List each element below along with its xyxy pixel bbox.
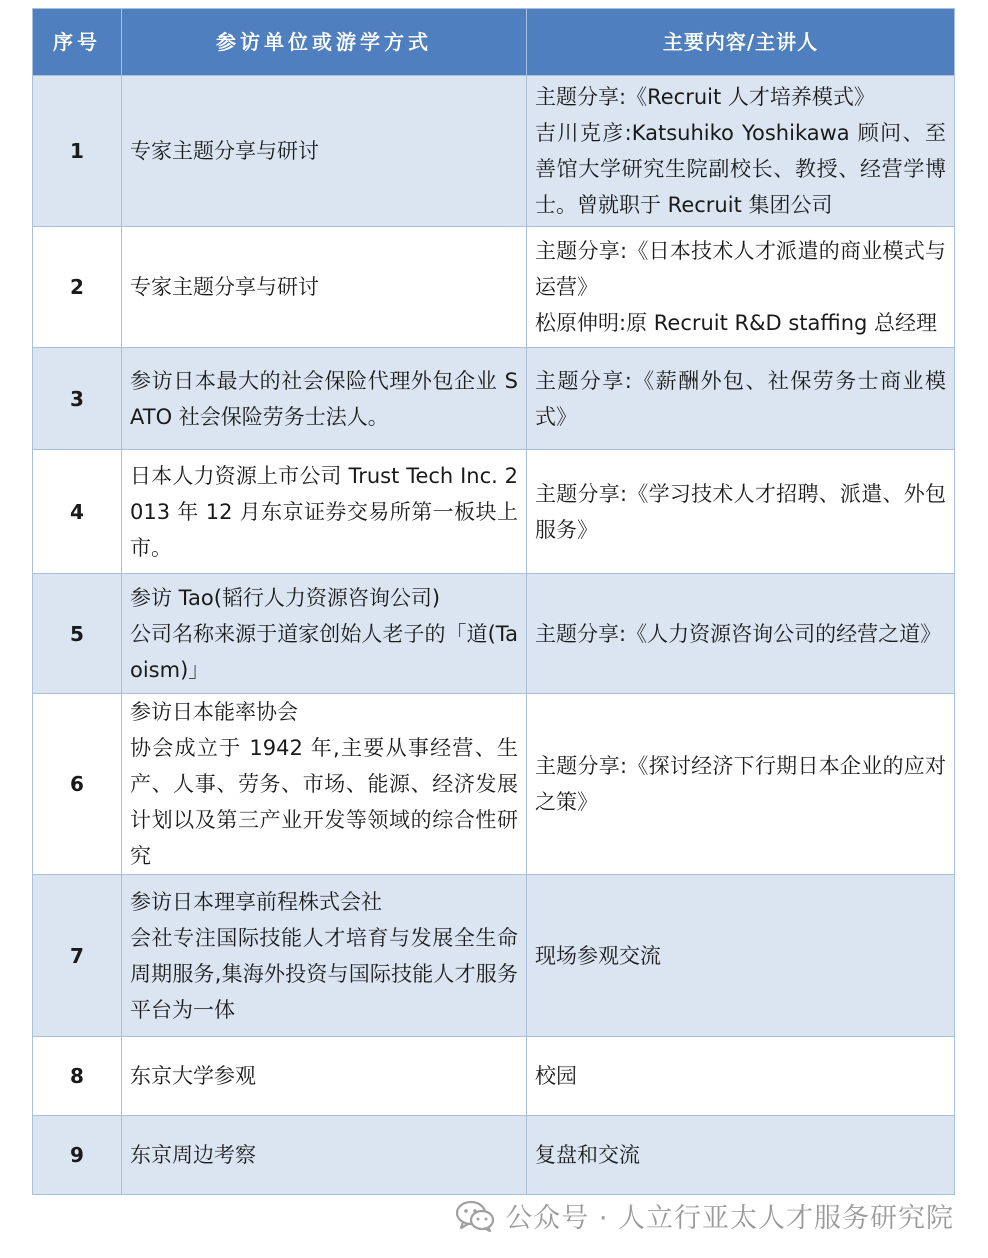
content-line: 现场参观交流: [535, 943, 661, 968]
content-line: 主题分享:《薪酬外包、社保劳务士商业模式》: [535, 368, 946, 429]
row-unit: [122, 1116, 527, 1195]
row-number: 3: [33, 348, 122, 450]
table-row: [33, 450, 955, 574]
row-unit: [122, 348, 527, 450]
row-content: [527, 76, 955, 227]
content-line: 复盘和交流: [535, 1143, 640, 1167]
row-unit: [122, 875, 527, 1037]
unit-line: 东京周边考察: [130, 1143, 256, 1167]
row-number: 5: [33, 574, 122, 694]
row-content: [527, 875, 955, 1037]
table-row: [33, 1116, 955, 1195]
table-header: [33, 9, 955, 76]
unit-line: 专家主题分享与研讨: [130, 139, 319, 163]
content-line: 主题分享:《探讨经济下行期日本企业的应对之策》: [535, 754, 946, 814]
footer-text: 公众号 · 人立行亚太人才服务研究院: [505, 1203, 954, 1234]
unit-line: 参访 Tao(韬行人力资源咨询公司): [130, 585, 441, 610]
header-unit: 参访单位或游学方式: [122, 9, 527, 76]
row-content: [527, 1037, 955, 1116]
table-row: [33, 76, 955, 227]
table-body: [33, 76, 955, 1195]
row-number: 1: [33, 76, 122, 227]
row-content: [527, 348, 955, 450]
row-number: 8: [33, 1037, 122, 1116]
unit-line: 日本人力资源上市公司 Trust Tech Inc. 2013 年 12 月东京证券交易所第一板块上市。: [130, 463, 518, 560]
table-row: [33, 574, 955, 694]
row-unit: [122, 227, 527, 348]
row-number: 2: [33, 227, 122, 348]
header-index: 序号: [33, 9, 122, 76]
row-number: 6: [33, 694, 122, 875]
table-row: [33, 875, 955, 1037]
row-unit: [122, 694, 527, 875]
content-line: 主题分享:《Recruit 人才培养模式》: [535, 85, 875, 109]
row-unit: [122, 574, 527, 694]
content-line: 主题分享:《日本技术人才派遣的商业模式与运营》: [535, 239, 946, 299]
row-number: 4: [33, 450, 122, 574]
unit-line: 参访日本最大的社会保险代理外包企业 SATO 社会保险劳务士法人。: [130, 368, 518, 429]
unit-line: 参访日本能率协会: [130, 700, 298, 724]
row-unit: [122, 1037, 527, 1116]
content-line: 松原伸明:原 Recruit R&D staffing 总经理: [535, 311, 938, 335]
footer-watermark: [455, 1196, 954, 1235]
unit-line: 专家主题分享与研讨: [130, 275, 319, 299]
table-row: [33, 694, 955, 875]
row-content: [527, 694, 955, 875]
unit-line: 参访日本理享前程株式会社: [130, 889, 382, 914]
schedule-table: [32, 8, 955, 1195]
row-number: 9: [33, 1116, 122, 1195]
wechat-icon: [455, 1199, 495, 1233]
row-number: 7: [33, 875, 122, 1037]
content-line: 校园: [535, 1064, 577, 1088]
unit-line: 协会成立于 1942 年,主要从事经营、生产、人事、劳务、市场、能源、经济发展计划以及第三产业开发等领域的综合性研究: [130, 736, 518, 868]
row-unit: [122, 450, 527, 574]
row-content: [527, 574, 955, 694]
row-content: [527, 227, 955, 348]
unit-line: 会社专注国际技能人才培育与发展全生命周期服务,集海外投资与国际技能人才服务平台为一体: [130, 925, 518, 1022]
content-line: 吉川克彦:Katsuhiko Yoshikawa 顾问、至善馆大学研究生院副校长、教授、经营学博士。曾就职于 Recruit 集团公司: [535, 121, 946, 217]
row-content: [527, 1116, 955, 1195]
content-line: 主题分享:《学习技术人才招聘、派遣、外包服务》: [535, 481, 946, 542]
table-row: [33, 1037, 955, 1116]
unit-line: 东京大学参观: [130, 1064, 256, 1088]
table-row: [33, 348, 955, 450]
header-row: [33, 9, 955, 76]
row-content: [527, 450, 955, 574]
content-line: 主题分享:《人力资源咨询公司的经营之道》: [535, 621, 942, 646]
row-unit: [122, 76, 527, 227]
header-content: 主要内容/主讲人: [527, 9, 955, 76]
table-row: [33, 227, 955, 348]
unit-line: 公司名称来源于道家创始人老子的「道(Taoism)」: [130, 621, 518, 682]
